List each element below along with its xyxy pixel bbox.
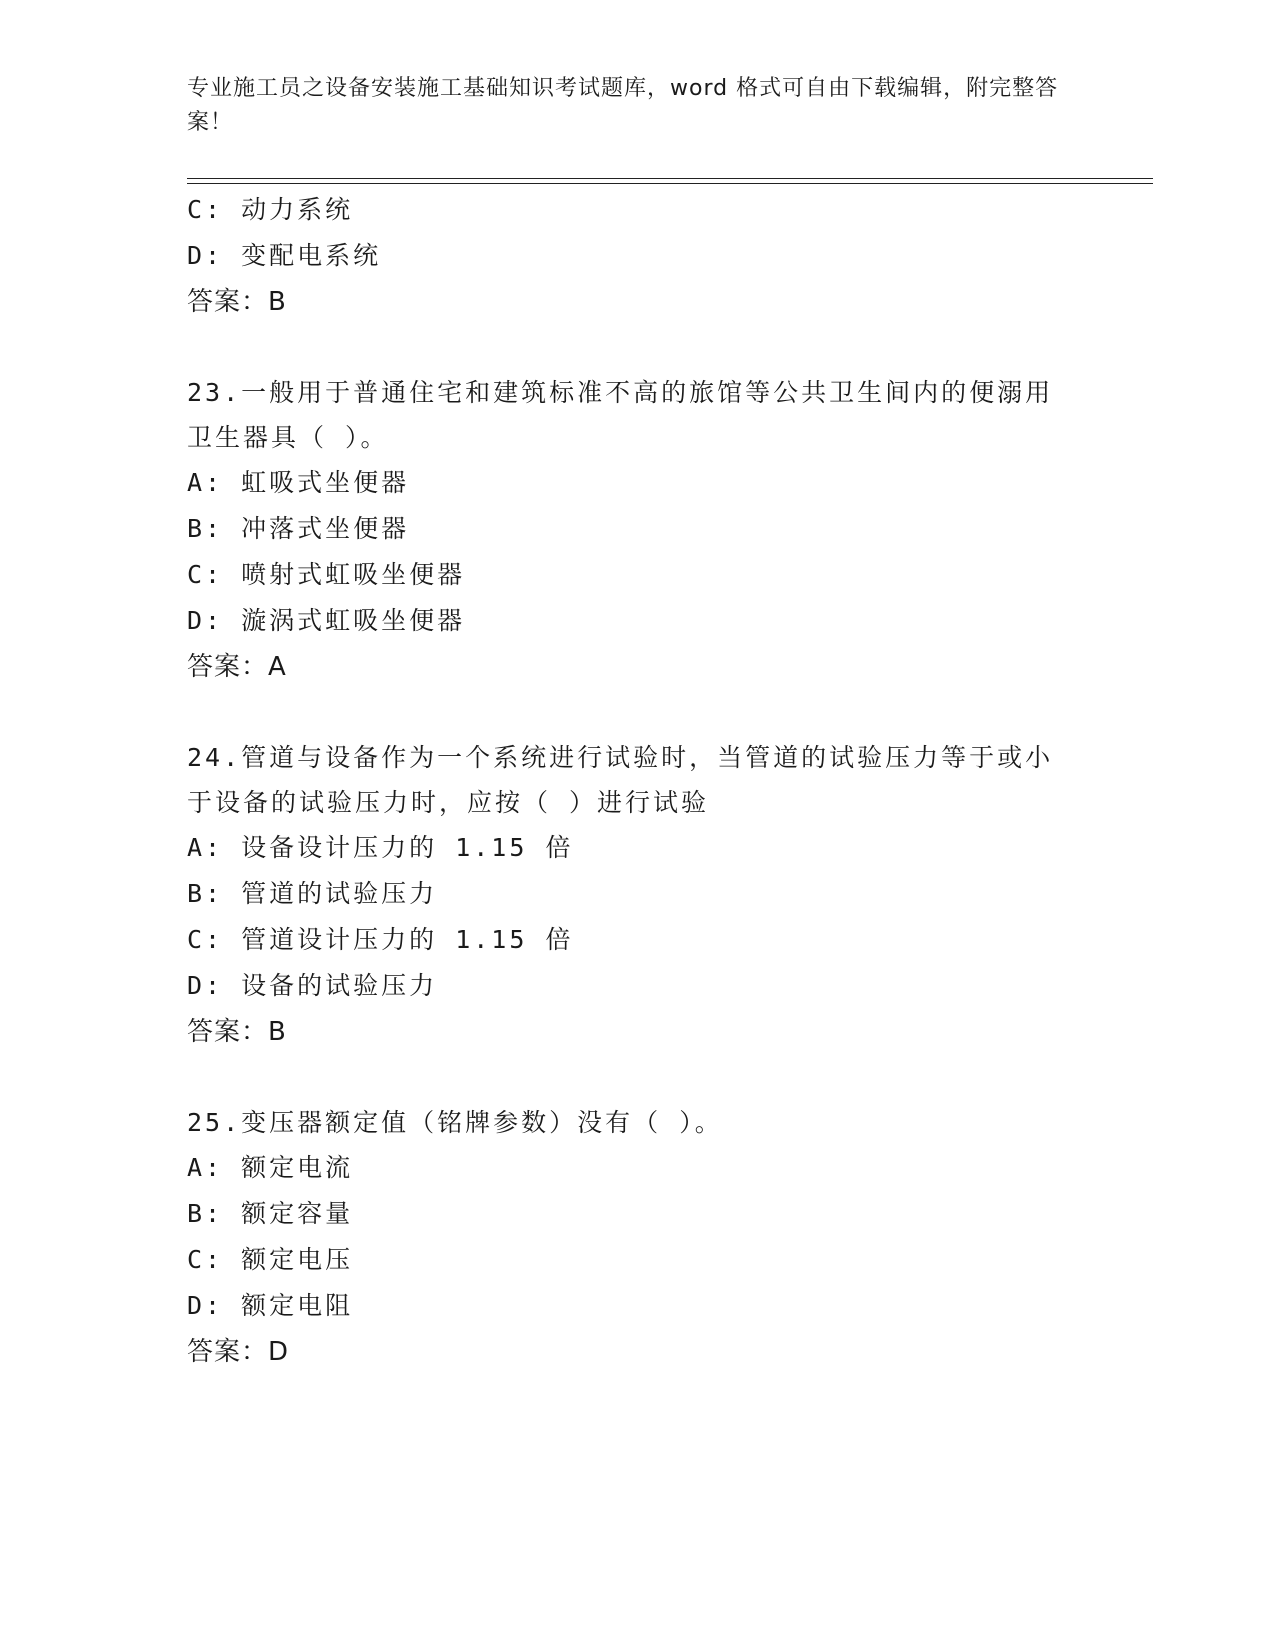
- answer-line: 答案：A: [187, 652, 287, 682]
- question-list: [187, 187, 1087, 1375]
- question-24: [187, 735, 1087, 1055]
- option-c: C: 动力系统: [187, 195, 354, 224]
- answer-line: 答案：B: [187, 287, 287, 317]
- option-a: A: 虹吸式坐便器: [187, 468, 410, 497]
- option-d: D: 变配电系统: [187, 241, 382, 270]
- option-b: B: 管道的试验压力: [187, 879, 438, 908]
- previous-question-tail: [187, 187, 1087, 325]
- option-c: C: 管道设计压力的 1.15 倍: [187, 925, 574, 954]
- question-stem: 23.一般用于普通住宅和建筑标准不高的旅馆等公共卫生间内的便溺用卫生器具（ ）。: [187, 378, 1054, 452]
- header-divider-bottom: [187, 183, 1153, 184]
- question-stem: 24.管道与设备作为一个系统进行试验时，当管道的试验压力等于或小于设备的试验压力时，应按（ ）进行试验: [187, 743, 1054, 817]
- option-c: C: 喷射式虹吸坐便器: [187, 560, 466, 589]
- question-stem: 25.变压器额定值（铭牌参数）没有（ ）。: [187, 1108, 723, 1137]
- document-header: 专业施工员之设备安装施工基础知识考试题库，word 格式可自由下载编辑，附完整答案！: [187, 76, 1059, 135]
- option-b: B: 额定容量: [187, 1199, 354, 1228]
- option-d: D: 漩涡式虹吸坐便器: [187, 606, 466, 635]
- question-25: [187, 1100, 1087, 1375]
- option-d: D: 额定电阻: [187, 1291, 354, 1320]
- question-23: [187, 370, 1087, 690]
- answer-line: 答案：D: [187, 1337, 290, 1367]
- option-a: A: 额定电流: [187, 1153, 354, 1182]
- option-a: A: 设备设计压力的 1.15 倍: [187, 833, 574, 862]
- option-b: B: 冲落式坐便器: [187, 514, 410, 543]
- option-d: D: 设备的试验压力: [187, 971, 438, 1000]
- header-divider-top: [187, 178, 1153, 179]
- answer-line: 答案：B: [187, 1017, 287, 1047]
- option-c: C: 额定电压: [187, 1245, 354, 1274]
